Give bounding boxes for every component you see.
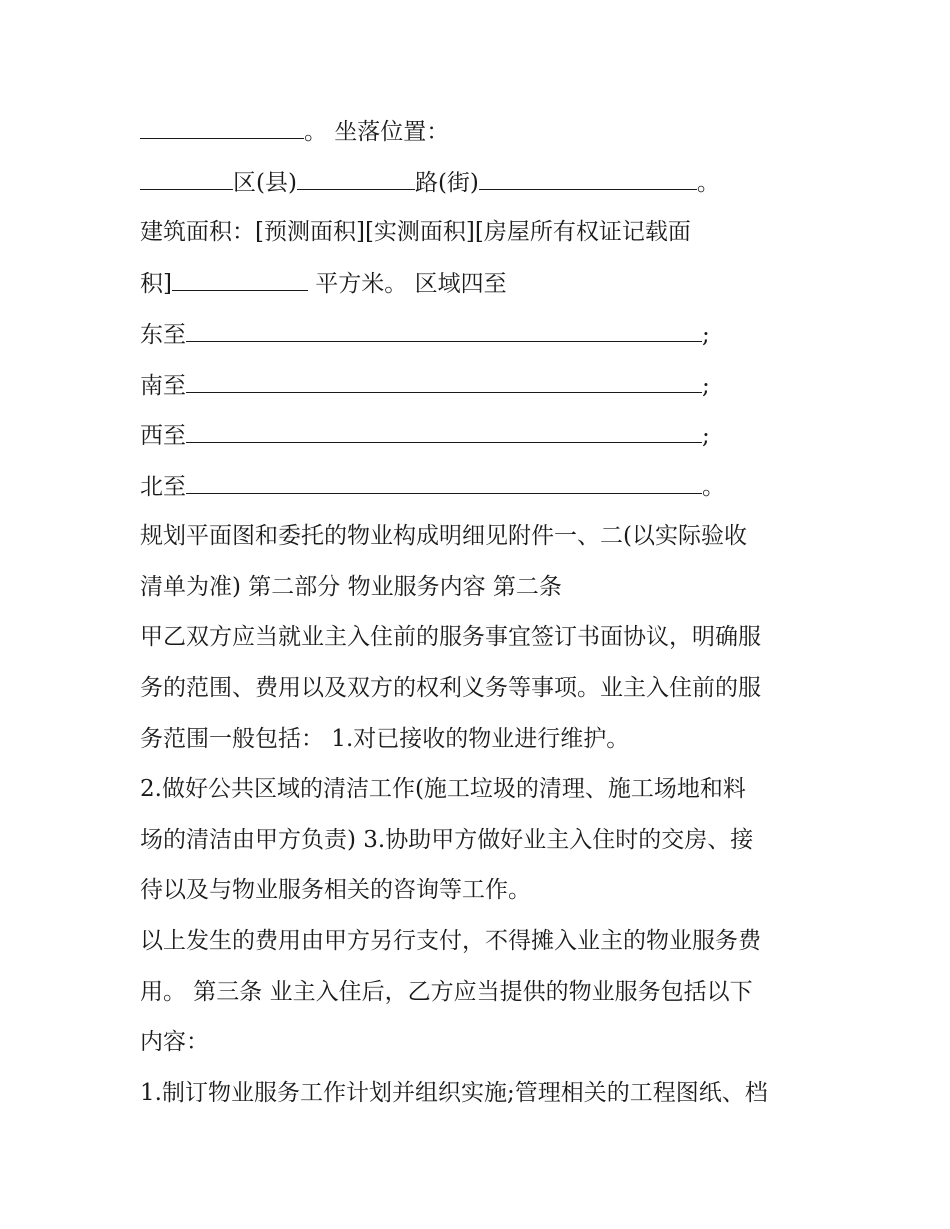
west-label: 西至 bbox=[140, 423, 186, 449]
east-label: 东至 bbox=[140, 322, 186, 348]
area-line-1: 建筑面积：[预测面积][实测面积][房屋所有权证记载面 bbox=[140, 219, 691, 245]
body-line: 1.制订物业服务工作计划并组织实施;管理相关的工程图纸、档 bbox=[140, 1080, 768, 1106]
boundary-south bbox=[140, 370, 710, 400]
east-end: ; bbox=[702, 322, 710, 348]
area-prefix: 积] bbox=[140, 271, 172, 297]
area-suffix: 平方米。 区域四至 bbox=[307, 271, 507, 297]
south-label: 南至 bbox=[140, 373, 186, 399]
north-label: 北至 bbox=[140, 474, 186, 500]
body-line: 内容： bbox=[140, 1029, 209, 1055]
boundary-north bbox=[140, 471, 725, 501]
body-line: 甲乙双方应当就业主入住前的服务事宜签订书面协议，明确服 bbox=[140, 624, 761, 650]
south-end: ; bbox=[702, 373, 710, 399]
address-line bbox=[140, 167, 720, 197]
body-line: 2.做好公共区域的清洁工作(施工垃圾的清理、施工场地和料 bbox=[140, 776, 746, 802]
location-label: 。 坐落位置： bbox=[304, 119, 450, 145]
north-blank bbox=[186, 471, 702, 494]
body-line: 用。 第三条 业主入住后，乙方应当提供的物业服务包括以下 bbox=[140, 979, 753, 1005]
body-line: 规划平面图和委托的物业构成明细见附件一、二(以实际验收 bbox=[140, 523, 747, 549]
east-blank bbox=[186, 319, 702, 342]
area-blank bbox=[172, 268, 308, 291]
location-line bbox=[140, 116, 449, 146]
area-line-2 bbox=[140, 268, 507, 298]
north-end: 。 bbox=[702, 474, 725, 500]
address-detail-blank bbox=[479, 167, 697, 190]
west-end: ; bbox=[702, 423, 710, 449]
body-line: 清单为准) 第二部分 物业服务内容 第二条 bbox=[140, 574, 562, 600]
body-line: 以上发生的费用由甲方另行支付，不得摊入业主的物业服务费 bbox=[140, 928, 761, 954]
location-blank bbox=[140, 116, 304, 139]
road-blank bbox=[297, 167, 415, 190]
road-label: 路(街) bbox=[414, 170, 479, 196]
body-line: 待以及与物业服务相关的咨询等工作。 bbox=[140, 877, 531, 903]
body-line: 场的清洁由甲方负责) 3.协助甲方做好业主入住时的交房、接 bbox=[140, 827, 754, 853]
district-blank bbox=[140, 167, 233, 190]
boundary-east bbox=[140, 319, 710, 349]
body-line: 务的范围、费用以及双方的权利义务等事项。业主入住前的服 bbox=[140, 675, 761, 701]
district-label: 区(县) bbox=[233, 170, 297, 196]
boundary-west bbox=[140, 420, 710, 450]
address-end: 。 bbox=[696, 170, 720, 196]
south-blank bbox=[186, 370, 702, 393]
west-blank bbox=[186, 420, 702, 443]
body-line: 务范围一般包括： 1.对已接收的物业进行维护。 bbox=[140, 726, 630, 752]
